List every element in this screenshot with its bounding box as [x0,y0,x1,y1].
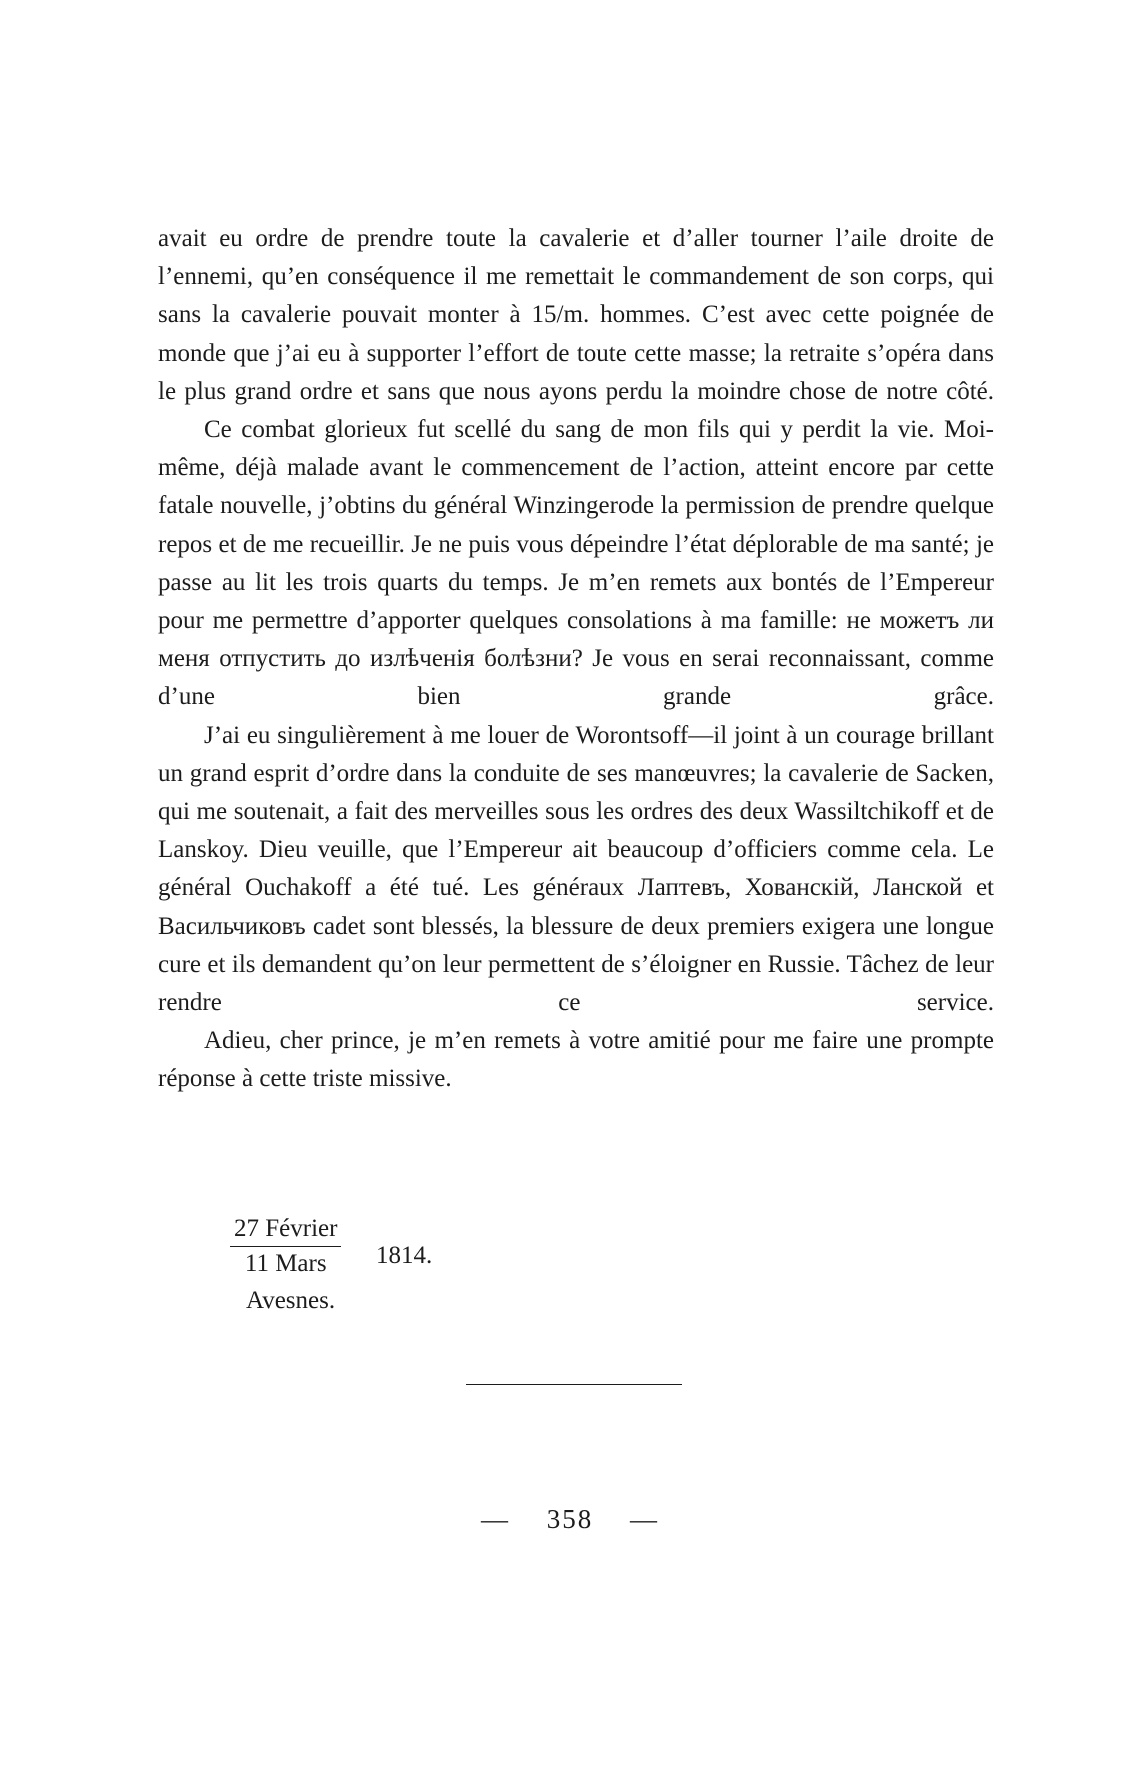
page-number-dash-right: — [630,1504,659,1534]
page-number-dash-left: — [481,1504,510,1534]
date-fraction [230,1212,341,1281]
paragraph-1: avait eu ordre de prendre toute la cavalerie et d’aller tourner l’aile droite de l’ennemi, qu’en conséquence il me remettait le commandement de son corps, qui sans la cavalerie pouvait monter à 15/m. hommes. C’est avec cette poignée de monde que j’ai eu à supporter l’effort de toute cette masse; la retraite s’opéra dans le plus grand ordre et sans que nous ayons perdu la moindre chose de notre côté. [158,225,994,405]
dateline [230,1212,433,1319]
page-number: 358 [546,1504,594,1534]
date-old-style: 27 Février [230,1212,341,1247]
place-name: Avesnes. [246,1287,336,1314]
date-year: 1814. [376,1242,433,1269]
letter-body [158,220,994,1099]
page-footer [0,1504,1140,1535]
paragraph-2: Ce combat glorieux fut scellé du sang de mon fils qui y perdit la vie. Moi-même, déjà malade avant le commencement de l’action, atteint encore par cette fatale nouvelle, j’obtins du général Winzingerode la permission de prendre quelque repos et de me recueillir. Je ne puis vous dépeindre l’état déplorable de ma santé; je passe au lit les trois quarts du temps. Je m’en remets aux bontés de l’Empereur pour me permettre d’apporter quelques consolations à ma famille: не можетъ ли меня отпустить до излѣченія болѣзни? Je vous en serai reconnaissant, comme d’une bien grande grâce. [158,416,994,711]
date-new-style: 11 Mars [244,1250,327,1277]
paragraph-4: Adieu, cher prince, je m’en remets à votre amitié pour me faire une prompte réponse à cette triste missive. [158,1027,994,1093]
paragraph-3: J’ai eu singulièrement à me louer de Worontsoff—il joint à un courage brillant un grand esprit d’ordre dans la conduite de ses manœuvres; la cavalerie de Sacken, qui me soutenait, a fait des merveilles sous les ordres des deux Wassiltchikoff et de Lanskoy. Dieu veuille, que l’Empereur ait beaucoup d’officiers comme cela. Le général Ouchakoff a été tué. Les généraux Лаптевъ, Хованскій, Ланской et Васильчиковъ cadet sont blessés, la blessure de deux premiers exigera une longue cure et ils demandent qu’on leur permettent de s’éloigner en Russie. Tâchez de leur rendre ce service. [158,721,994,1017]
closing-rule [466,1384,682,1385]
